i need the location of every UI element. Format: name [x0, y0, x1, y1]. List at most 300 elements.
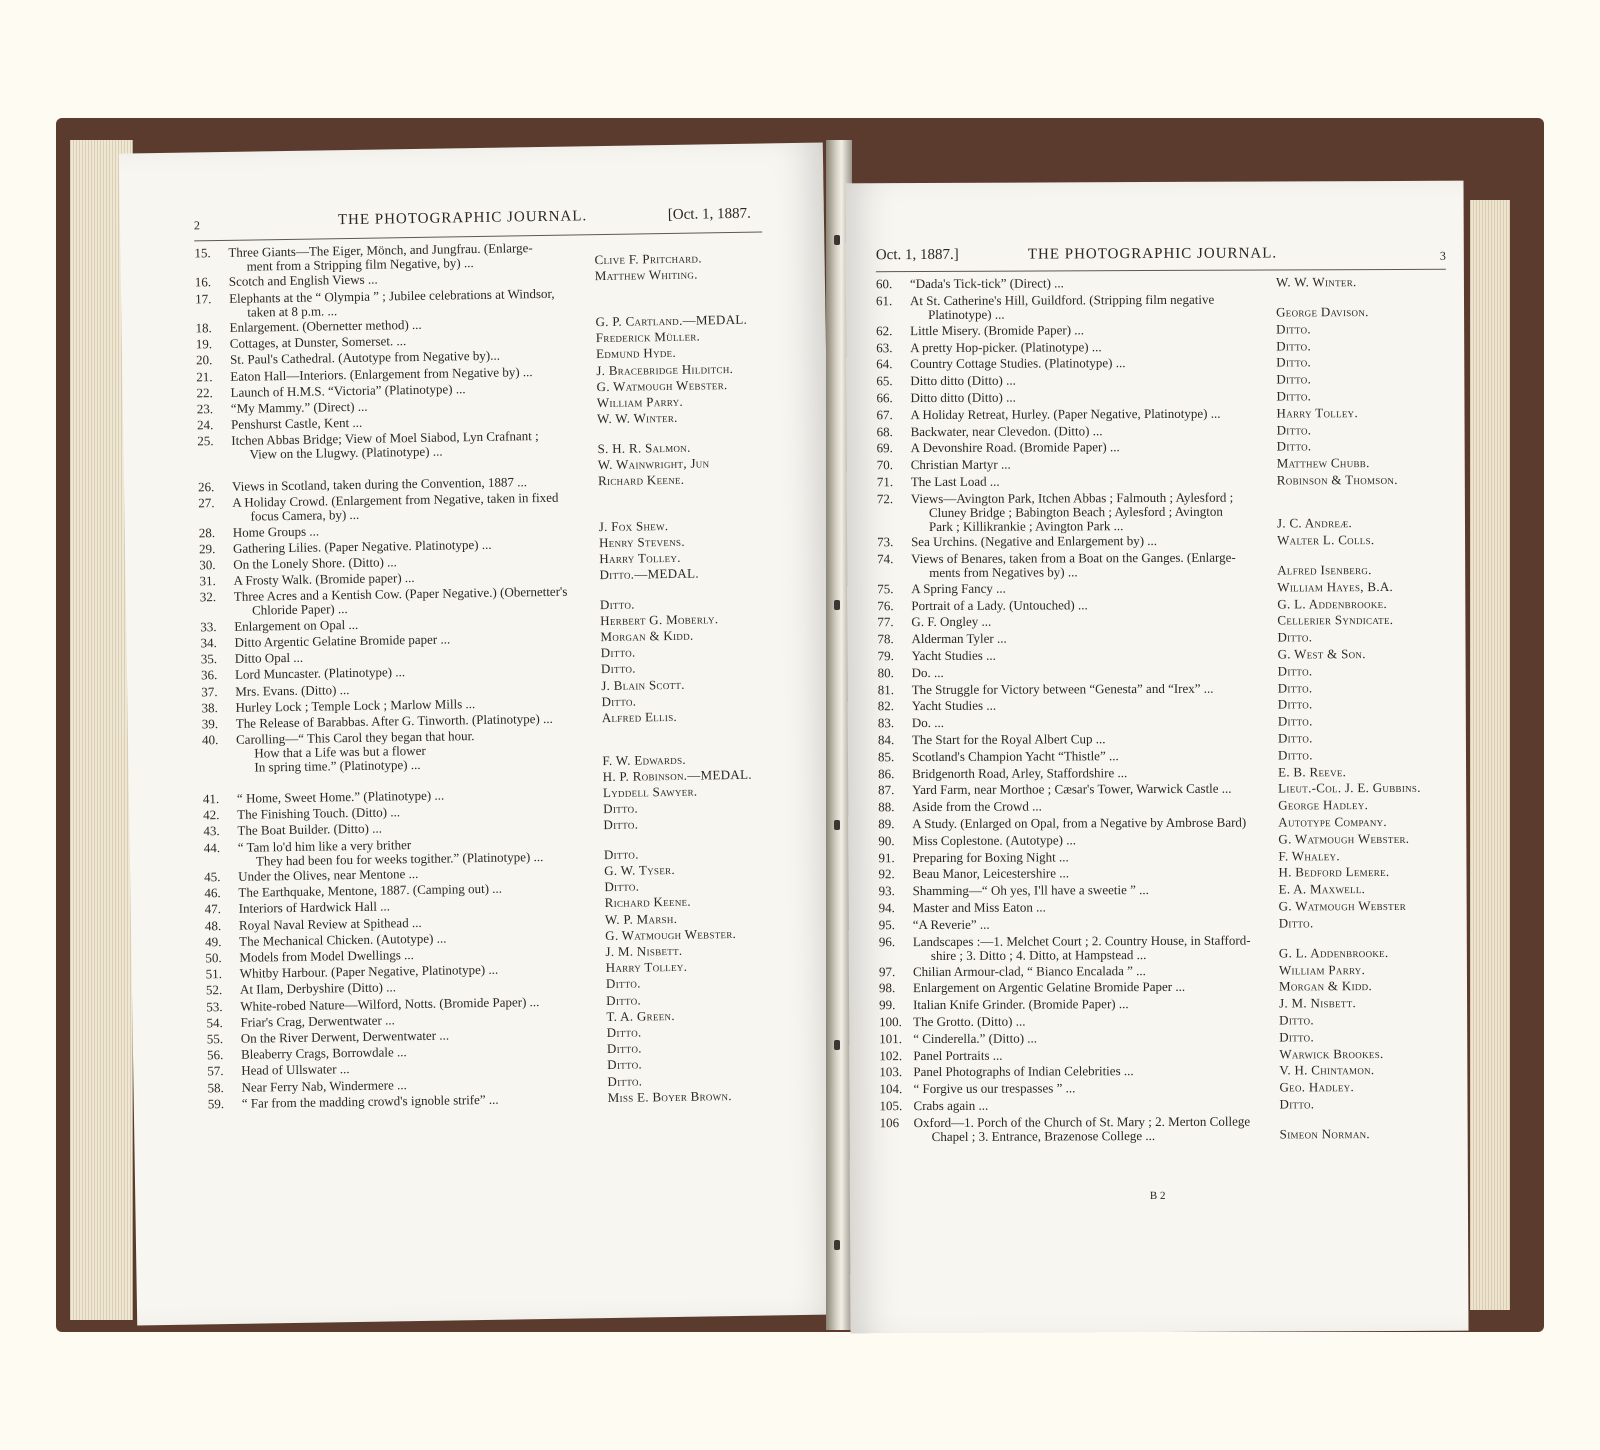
- catalogue-entry: [849, 1029, 1467, 1047]
- entry-title: [242, 1093, 499, 1111]
- entry-title: [913, 883, 1149, 898]
- catalogue-entry: [848, 813, 1466, 832]
- entry-number: 44.: [203, 839, 221, 855]
- entry-number: 30.: [199, 557, 216, 573]
- entry-title: [241, 1062, 350, 1078]
- entry-title: [231, 416, 362, 432]
- entry-title-line: Aside from the Crowd ...: [912, 798, 1042, 815]
- entry-title-line: A Holiday Crowd. (Enlargement from Negative, taken in fixed: [232, 489, 559, 511]
- exhibitor-name: W. Wainwright, Jun: [597, 455, 710, 472]
- entry-number: 71.: [876, 474, 894, 490]
- catalogue-entry: [848, 679, 1466, 697]
- entry-title-line: Enlargement. (Obernetter method) ...: [229, 316, 422, 335]
- running-title: THE PHOTOGRAPHIC JOURNAL.: [1027, 245, 1278, 263]
- entry-title-line: The Struggle for Victory between “Genesta” and “Irex” ...: [911, 680, 1214, 697]
- entry-title-line: shire ; 3. Ditto ; 4. Ditto, at Hampstead ...: [930, 946, 1147, 963]
- entry-number: 66.: [876, 390, 893, 406]
- entry-title: [233, 538, 492, 556]
- entry-title: [237, 805, 400, 822]
- exhibitor-name: G. Watmough Webster.: [596, 376, 728, 394]
- binding-stitch: [834, 235, 840, 245]
- exhibitor-name: Herbert G. Moberly.: [600, 611, 719, 628]
- exhibitor-name: Ditto.: [607, 1056, 643, 1073]
- entry-number: 63.: [876, 339, 893, 355]
- entry-title: [230, 382, 465, 400]
- entry-title-line: Park ; Killikrankie ; Avington Park ...: [928, 517, 1124, 534]
- entry-title: [913, 900, 1046, 915]
- catalogue-entry: [849, 978, 1467, 996]
- exhibitor-name: Matthew Chubb.: [1276, 455, 1370, 471]
- exhibitor-name: H. P. Robinson.—MEDAL.: [602, 766, 752, 784]
- exhibitor-name: Ditto.: [1277, 679, 1313, 696]
- catalogue-entry: [849, 1012, 1467, 1030]
- catalogue-entry: [848, 797, 1466, 815]
- catalogue-entry: [847, 438, 1465, 456]
- entry-title: [913, 964, 1146, 979]
- entry-title: [235, 683, 349, 699]
- exhibitor-name: Ditto.: [607, 1073, 643, 1089]
- exhibitor-name: Simeon Norman.: [1279, 1126, 1371, 1142]
- catalogue-entry: [849, 1096, 1467, 1114]
- entry-number: 29.: [198, 540, 216, 557]
- exhibitor-name: George Hadley.: [1278, 797, 1369, 813]
- entry-number: 24.: [196, 417, 214, 433]
- entry-title-line: Bridgenorth Road, Arley, Staffordshire ...: [912, 764, 1128, 781]
- exhibitor-name: Ditto.: [605, 975, 641, 992]
- exhibitor-name: G. West & Son.: [1277, 646, 1366, 662]
- entry-number: 88.: [878, 799, 895, 815]
- entry-number: 58.: [207, 1079, 224, 1095]
- exhibitor-name: W. P. Marsh.: [604, 910, 678, 927]
- exhibitor-name: Ditto.: [1276, 421, 1312, 438]
- catalogue-entry: [848, 713, 1466, 731]
- entry-title: [910, 374, 1016, 388]
- issue-date: [Oct. 1, 1887.: [667, 205, 751, 223]
- entry-title: [235, 666, 405, 683]
- entry-number: 99.: [879, 997, 896, 1013]
- catalogue-entry: [129, 782, 833, 807]
- entry-title-line: Country Cottage Studies. (Platinotype) ...: [910, 355, 1126, 372]
- exhibitor-name: Alfred Ellis.: [601, 708, 678, 726]
- catalogue-entry: [849, 932, 1467, 963]
- entry-number: 75.: [877, 580, 894, 597]
- entry-number: 64.: [876, 356, 893, 372]
- entry-title: [913, 918, 990, 932]
- left-page-header: [120, 205, 824, 240]
- exhibitor-name: Richard Keene.: [597, 471, 685, 489]
- entry-title-line: Hurley Lock ; Temple Lock ; Marlow Mills ...: [235, 695, 476, 715]
- entry-title: [912, 732, 1106, 747]
- exhibitor-name: J. Fox Shew.: [598, 517, 669, 534]
- exhibitor-name: Ditto.: [1277, 747, 1313, 763]
- entry-number: 23.: [196, 401, 214, 417]
- entry-title: [240, 981, 396, 997]
- entry-title: [233, 571, 414, 588]
- exhibitor-name: Ditto.: [1279, 1012, 1314, 1028]
- entry-title-line: Views in Scotland, taken during the Convention, 1887 ...: [231, 474, 528, 494]
- exhibitor-name: F. W. Edwards.: [602, 751, 686, 768]
- exhibitor-name: Ditto.: [603, 846, 639, 862]
- entry-number: 16.: [194, 274, 212, 290]
- entry-title-line: On the River Derwent, Derwentwater ...: [240, 1027, 450, 1046]
- entry-number: 55.: [206, 1031, 224, 1047]
- entry-number: 32.: [199, 589, 217, 605]
- entry-title: [913, 1064, 1133, 1079]
- entry-title-line: The Last Load ...: [910, 473, 1000, 490]
- entry-title-line: Whitby Harbour. (Paper Negative, Platinotype) ...: [239, 961, 499, 981]
- exhibitor-name: Ditto.: [603, 816, 639, 833]
- entry-title: [235, 651, 303, 666]
- entry-title-line: Mrs. Evans. (Ditto) ...: [235, 681, 350, 699]
- entry-title: [912, 850, 1068, 865]
- entry-title-line: Bleaberry Crags, Borrowdale ...: [240, 1044, 407, 1062]
- entry-title: [236, 729, 475, 775]
- entry-title-line: Cottages, at Dunster, Somerset. ...: [229, 333, 407, 352]
- entry-number: 27.: [198, 495, 215, 511]
- entry-number: 98.: [878, 980, 896, 996]
- entry-title: [231, 429, 539, 462]
- entry-title: [233, 555, 397, 572]
- entry-number: 18.: [195, 320, 212, 336]
- entry-title-line: Christian Martyr ...: [910, 456, 1011, 473]
- entry-number: 46.: [204, 885, 221, 901]
- page-number: 2: [193, 218, 201, 233]
- catalogue-entry: [848, 730, 1466, 748]
- exhibitor-name: Ditto.: [603, 800, 639, 817]
- entry-title: [229, 286, 555, 319]
- entry-title-line: Miss Coplestone. (Autotype) ...: [912, 832, 1076, 848]
- exhibitor-name: T. A. Green.: [606, 1007, 675, 1024]
- exhibitor-name: Clive F. Pritchard.: [594, 250, 702, 268]
- entry-title-line: Do. ...: [911, 664, 944, 680]
- entry-number: 95.: [878, 916, 896, 933]
- entry-title-line: Elephants at the “ Olympia ” ; Jubilee celebrations at Windsor,: [229, 285, 555, 306]
- binding-stitch: [834, 1040, 840, 1050]
- entry-title: [910, 357, 1125, 372]
- entry-title: [240, 995, 539, 1014]
- entry-title-line: View on the Llugwy. (Platinotype) ...: [249, 443, 443, 462]
- entry-number: 37.: [201, 683, 218, 699]
- exhibitor-name: G. P. Cartland.—MEDAL.: [595, 311, 748, 330]
- entry-title: [236, 712, 553, 731]
- entry-title: [913, 1031, 1037, 1046]
- catalogue-entry: [120, 237, 824, 274]
- exhibitor-name: G. L. Addenbrooke.: [1278, 944, 1389, 961]
- entry-title: [911, 615, 991, 629]
- entry-title: [239, 900, 390, 916]
- entry-title-line: Scotch and English Views ...: [228, 271, 378, 290]
- entry-title-line: The Start for the Royal Albert Cup ...: [911, 731, 1106, 748]
- catalogue-entry: [848, 864, 1466, 882]
- entry-title-line: Beau Manor, Leicestershire ...: [912, 865, 1070, 882]
- exhibitor-name: E. B. Reeve.: [1278, 763, 1347, 780]
- entry-number: 103.: [879, 1064, 903, 1080]
- entry-title: [230, 365, 532, 384]
- catalogue-entry: [848, 780, 1466, 798]
- entry-title-line: Oxford—1. Porch of the Church of St. Mary ; 2. Merton College: [913, 1113, 1251, 1130]
- entry-title-line: Eaton Hall—Interiors. (Enlargement from Negative by) ...: [230, 363, 533, 384]
- entry-title-line: Royal Naval Review at Spithead ...: [238, 914, 422, 933]
- entry-title: [240, 1013, 395, 1029]
- exhibitor-name: Lieut.-Col. J. E. Gubbins.: [1278, 780, 1421, 796]
- catalogue-entry: [847, 455, 1465, 473]
- exhibitor-name: G. Watmough Webster.: [605, 925, 737, 943]
- entry-number: 40.: [201, 732, 219, 748]
- catalogue-entry: [847, 549, 1465, 580]
- exhibitor-name: Ditto.: [599, 596, 635, 612]
- entry-title: [912, 833, 1076, 848]
- entry-title-line: The Boat Builder. (Ditto) ...: [237, 820, 383, 839]
- entry-title-line: focus Camera, by) ...: [250, 507, 360, 524]
- entry-title: [911, 490, 1234, 533]
- entry-number: 35.: [200, 651, 218, 667]
- exhibitor-name: Alfred Isenberg.: [1277, 562, 1372, 578]
- entry-number: 85.: [877, 748, 895, 765]
- entry-title-line: In spring time.” (Platinotype) ...: [254, 757, 421, 775]
- exhibitor-name: G. W. Tyser.: [604, 861, 676, 879]
- entry-title: [911, 550, 1236, 579]
- entry-title-line: Itchen Abbas Bridge; View of Moel Siabod, Lyn Crafnant ;: [231, 428, 539, 449]
- entry-number: 78.: [877, 631, 894, 647]
- entry-number: 83.: [877, 715, 895, 731]
- entry-title: [230, 334, 407, 351]
- entry-title-line: Ditto Opal ...: [234, 649, 304, 667]
- exhibitor-name: Ditto.: [1277, 713, 1313, 729]
- entry-title-line: St. Paul's Cathedral. (Autotype from Negative by)...: [229, 348, 501, 368]
- entry-title-line: A Study. (Enlarged on Opal, from a Negative by Ambrose Bard): [912, 814, 1247, 832]
- exhibitor-name: Ditto.: [600, 660, 636, 677]
- entry-number: 106: [879, 1114, 900, 1131]
- entry-title-line: Yacht Studies ...: [911, 647, 996, 664]
- entry-number: 50.: [205, 950, 222, 966]
- exhibitor-name: Ditto.: [601, 693, 637, 709]
- entry-title-line: “Dada's Tick-tick” (Direct) ...: [909, 275, 1064, 292]
- entry-number: 33.: [200, 618, 217, 635]
- entry-number: 105.: [879, 1098, 903, 1114]
- entry-number: 62.: [876, 322, 893, 339]
- entry-title: [240, 963, 499, 981]
- catalogue-entry: [848, 763, 1466, 781]
- entry-number: 49.: [205, 933, 222, 950]
- exhibitor-name: Richard Keene.: [604, 894, 692, 911]
- entry-number: 57.: [207, 1063, 224, 1079]
- exhibitor-name: Ditto.: [604, 878, 640, 895]
- entry-title-line: Chilian Armour-clad, “ Bianco Encalada ” ...: [912, 962, 1146, 979]
- entry-title-line: Portrait of a Lady. (Untouched) ...: [911, 596, 1088, 613]
- entry-title-line: They had been fou for weeks togither.” (Platinotype) ...: [255, 848, 544, 869]
- exhibitor-name: Ditto.: [1277, 663, 1313, 679]
- entry-title: [241, 1045, 407, 1062]
- entry-title-line: Launch of H.M.S. “Victoria” (Platinotype) ...: [230, 380, 466, 400]
- entry-number: 94.: [878, 900, 895, 916]
- right-page: [845, 181, 1468, 1334]
- entry-number: 84.: [877, 732, 895, 748]
- entry-title-line: Friar's Crag, Derwentwater ...: [240, 1012, 395, 1030]
- entry-number: 102.: [879, 1047, 903, 1063]
- entry-title-line: Shamming—“ Oh yes, I'll have a sweetie ” ...: [912, 882, 1149, 899]
- entry-title: [233, 524, 320, 539]
- catalogue-entry: [847, 595, 1465, 613]
- entry-title: [910, 391, 1016, 405]
- entry-title-line: “A Reverie” ...: [912, 916, 990, 932]
- entry-title-line: Chloride Paper) ...: [251, 601, 348, 618]
- catalogue-entry: [848, 663, 1466, 681]
- entry-title-line: The Finishing Touch. (Ditto) ...: [237, 804, 401, 823]
- entry-title: [910, 276, 1064, 291]
- entry-title: [912, 766, 1127, 781]
- entry-title-line: ments from Negatives by) ...: [929, 564, 1078, 580]
- entry-title-line: A Spring Fancy ...: [911, 580, 1006, 596]
- entry-title: [912, 699, 996, 713]
- entry-number: 43.: [203, 823, 220, 839]
- entry-title-line: How that a Life was but a flower: [254, 743, 426, 761]
- entry-title-line: Ditto ditto (Ditto) ...: [910, 389, 1016, 406]
- exhibitor-name: J. Bracebridge Hilditch.: [596, 360, 734, 378]
- entry-title-line: Views of Benares, taken from a Boat on the Ganges. (Enlarge-: [911, 549, 1236, 566]
- catalogue-entry: [846, 321, 1464, 339]
- entry-number: 97.: [878, 963, 896, 979]
- entry-title: [910, 340, 1101, 355]
- entry-title-line: Under the Olives, near Mentone ...: [238, 865, 419, 884]
- entry-number: 68.: [876, 423, 893, 439]
- issue-date: Oct. 1, 1887.]: [875, 246, 959, 264]
- catalogue-entry: [849, 1062, 1467, 1080]
- entry-title: [911, 581, 1006, 595]
- entry-number: 45.: [204, 869, 221, 885]
- entry-number: 90.: [878, 832, 895, 849]
- entry-title-line: taken at 8 p.m. ...: [247, 302, 338, 320]
- entry-title-line: At St. Catherine's Hill, Guildford. (Stripping film negative: [909, 291, 1215, 308]
- exhibitor-name: Morgan & Kidd.: [600, 627, 694, 645]
- exhibitor-name: W. W. Winter.: [596, 410, 678, 427]
- entry-title: [229, 273, 378, 289]
- catalogue-entry: [847, 471, 1465, 490]
- entry-title: [912, 716, 944, 730]
- entry-number: 100.: [879, 1014, 902, 1030]
- entry-title: [241, 1078, 406, 1095]
- entry-number: 73.: [877, 534, 894, 550]
- exhibitor-name: Ditto.: [1277, 730, 1313, 746]
- entry-title-line: Do. ...: [911, 715, 945, 731]
- catalogue-entry: [849, 897, 1467, 916]
- entry-number: 76.: [877, 597, 894, 613]
- entry-number: 42.: [203, 807, 220, 823]
- exhibitor-name: J. M. Nisbett.: [605, 942, 683, 960]
- entry-number: 67.: [876, 406, 893, 423]
- entry-title: [238, 836, 544, 869]
- exhibitor-name: Warwick Brookes.: [1279, 1045, 1384, 1062]
- page-number: 3: [1439, 248, 1446, 263]
- entry-title: [912, 749, 1119, 764]
- exhibitor-name: Matthew Whiting.: [594, 266, 698, 284]
- entry-title: [229, 318, 421, 335]
- entry-title-line: Yacht Studies ...: [911, 698, 997, 714]
- entry-title-line: Preparing for Boxing Night ...: [912, 848, 1069, 865]
- entry-number: 72.: [876, 490, 894, 507]
- entry-title: [913, 997, 1129, 1012]
- catalogue-entry: [849, 881, 1467, 899]
- exhibitor-name: Ditto.: [606, 1024, 642, 1041]
- exhibitor-name: Ditto.: [1279, 1029, 1315, 1045]
- exhibitor-name: Ditto.: [606, 992, 642, 1008]
- entry-number: 39.: [201, 716, 219, 732]
- entry-number: 28.: [198, 524, 216, 540]
- exhibitor-name: S. H. R. Salmon.: [597, 439, 691, 456]
- right-page-header: [846, 245, 1464, 272]
- entry-number: 20.: [195, 352, 213, 368]
- catalogue-entry: [846, 337, 1464, 355]
- entry-number: 82.: [877, 698, 895, 714]
- entry-title: [911, 458, 1011, 472]
- exhibitor-name: Harry Tolley.: [605, 958, 688, 976]
- entry-title-line: Italian Knife Grinder. (Bromide Paper) ...: [913, 996, 1129, 1013]
- exhibitor-name: G. Watmough Webster: [1278, 897, 1407, 914]
- entry-number: 56.: [206, 1047, 224, 1063]
- entry-title-line: A Frosty Walk. (Bromide paper) ...: [233, 570, 415, 589]
- exhibitor-name: Geo. Hadley.: [1279, 1079, 1355, 1095]
- entry-title-line: A pretty Hop-picker. (Platinotype) ...: [910, 338, 1102, 355]
- catalogue-entry: [849, 915, 1467, 933]
- entry-title: [912, 782, 1231, 797]
- entry-number: 69.: [876, 440, 893, 456]
- entry-title: [911, 598, 1087, 613]
- exhibitor-name: William Hayes, B.A.: [1277, 578, 1394, 595]
- entry-title-line: At Ilam, Derbyshire (Ditto) ...: [239, 979, 397, 998]
- catalogue-entry: [846, 388, 1464, 406]
- entry-number: 74.: [877, 550, 894, 567]
- entry-title: [231, 400, 368, 416]
- entry-title: [239, 916, 422, 933]
- exhibitor-name: J. M. Nisbett.: [1279, 995, 1357, 1011]
- exhibitor-name: Morgan & Kidd.: [1278, 978, 1373, 994]
- exhibitor-name: Frederick Müller.: [595, 328, 701, 346]
- catalogue-entry: [848, 696, 1466, 714]
- entry-title-line: Three Giants—The Eiger, Mönch, and Jungfrau. (Enlarge-: [228, 240, 533, 260]
- exhibitor-name: Ditto.: [1276, 438, 1312, 454]
- entry-number: 70.: [876, 457, 894, 473]
- entry-title: [234, 618, 358, 634]
- entry-title-line: Ditto ditto (Ditto) ...: [910, 372, 1016, 389]
- catalogue-entry: [846, 354, 1464, 372]
- exhibitor-name: Walter L. Colls.: [1277, 532, 1375, 548]
- catalogue-entry: [129, 766, 833, 784]
- entry-title-line: Cluney Bridge ; Babington Beach ; Aylesford ; Avington: [928, 503, 1223, 520]
- entry-title-line: Panel Photographs of Indian Celebrities ...: [913, 1063, 1134, 1080]
- entry-title: [911, 441, 1120, 456]
- catalogue-entry: [847, 489, 1465, 534]
- entry-title: [912, 666, 944, 680]
- entry-title-line: Little Misery. (Bromide Paper) ...: [910, 322, 1085, 338]
- exhibitor-name: J. C. Andreæ.: [1276, 515, 1353, 531]
- entry-title-line: A Holiday Retreat, Hurley. (Paper Negative, Platinotype) ...: [910, 405, 1221, 422]
- exhibitor-name: Ditto.: [1276, 321, 1311, 337]
- entry-number: 34.: [200, 635, 217, 651]
- entry-number: 38.: [201, 699, 218, 716]
- entry-title-line: Yard Farm, near Morthoe ; Cæsar's Tower, Warwick Castle ...: [912, 781, 1232, 798]
- exhibitor-name: Henry Stevens.: [598, 533, 685, 550]
- entry-number: 87.: [878, 782, 895, 798]
- exhibitor-name: Edmund Hyde.: [595, 345, 677, 362]
- entry-title-line: Scotland's Champion Yacht “Thistle” ...: [911, 747, 1119, 764]
- entry-number: 61.: [875, 292, 893, 309]
- entry-title-line: Three Acres and a Kentish Cow. (Paper Negative.) (Obernetter's: [233, 584, 568, 605]
- exhibitor-name: Ditto.—MEDAL.: [599, 565, 699, 583]
- entry-number: 65.: [876, 373, 893, 389]
- exhibitor-name: Ditto.: [1276, 371, 1312, 387]
- entry-title-line: “ Far from the madding crowd's ignoble strife” ...: [241, 1091, 499, 1111]
- entry-title-line: Enlargement on Opal ...: [234, 616, 359, 634]
- entry-title-line: Chapel ; 3. Entrance, Brazenose College ...: [931, 1127, 1156, 1144]
